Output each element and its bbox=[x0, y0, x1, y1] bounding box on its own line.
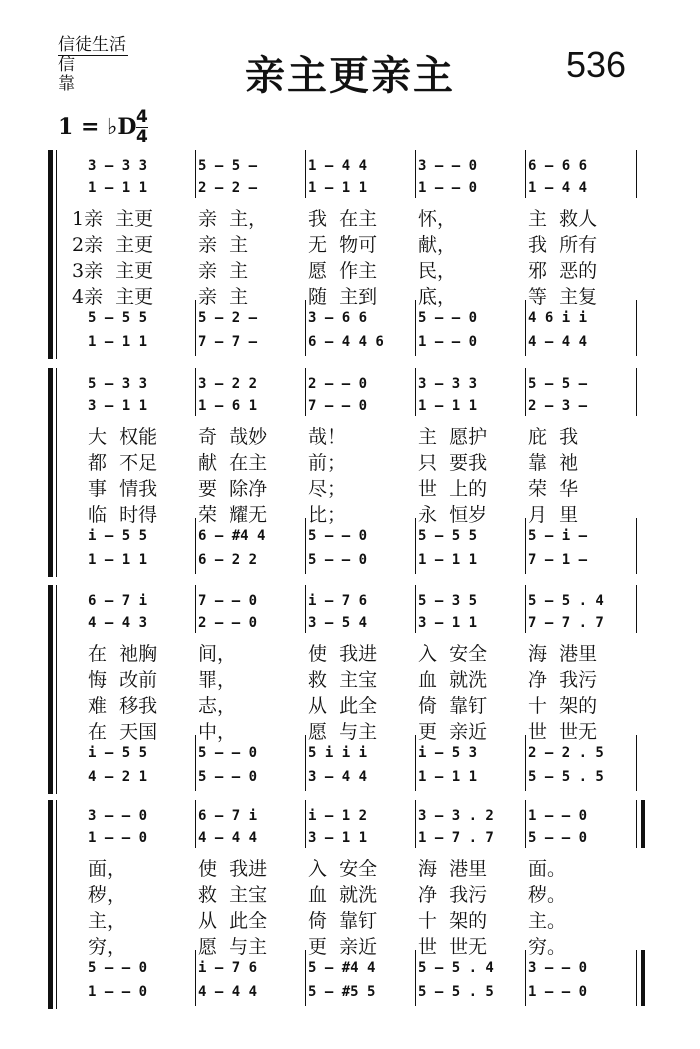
measure-notes: 4 – 2 1 bbox=[88, 769, 148, 785]
lyric-segment: 面。 bbox=[528, 858, 567, 880]
lyric-segment: 主， bbox=[88, 910, 127, 932]
lyric-segment: 十 架的 bbox=[418, 910, 488, 932]
measure-notes: 3 – 3 3 bbox=[418, 376, 478, 392]
lyric-verse-4 bbox=[0, 717, 700, 743]
lyric-segment: 世 世无 bbox=[528, 721, 598, 743]
lyric-segment: 民， bbox=[418, 260, 457, 282]
lyric-verse-3 bbox=[0, 691, 700, 717]
lyric-segment: 1亲 主更 bbox=[72, 208, 154, 230]
measure-notes: 3 – 2 2 bbox=[198, 376, 258, 392]
measure-notes: 3 – – 0 bbox=[528, 960, 588, 976]
measure-notes: 1 – – 0 bbox=[528, 984, 588, 1000]
hymn-title: 亲主更亲主 bbox=[245, 52, 455, 99]
measure-notes: 5 – 5 5 bbox=[418, 528, 478, 544]
measure-notes: 5 – – 0 bbox=[88, 960, 148, 976]
lyric-segment: 使 我进 bbox=[198, 858, 268, 880]
lyric-segment: 在 天国 bbox=[88, 721, 158, 743]
lyric-segment: 使 我进 bbox=[308, 643, 378, 665]
lyric-segment: 血 就洗 bbox=[308, 884, 378, 906]
lyric-segment: 邪 恶的 bbox=[528, 260, 598, 282]
lyric-segment: 庇 我 bbox=[528, 426, 579, 448]
measure-notes: i – 5 5 bbox=[88, 528, 148, 544]
measure-notes: 3 – – 0 bbox=[418, 158, 478, 174]
tenor-notes bbox=[0, 960, 700, 980]
tenor-notes bbox=[0, 745, 700, 765]
alto-notes bbox=[0, 180, 700, 200]
measure-notes: 3 – 4 4 bbox=[308, 769, 368, 785]
soprano-notes bbox=[0, 158, 700, 178]
lyric-verse-3 bbox=[0, 906, 700, 932]
lyric-segment: 穷， bbox=[88, 936, 127, 958]
lyric-segment: 亲 主， bbox=[198, 208, 268, 230]
time-sig-bottom: 4 bbox=[136, 127, 148, 147]
score-system-4 bbox=[0, 800, 700, 1015]
lyric-segment: 亲 主 bbox=[198, 286, 249, 308]
measure-notes: i – 5 5 bbox=[88, 745, 148, 761]
lyric-segment: 亲 主 bbox=[198, 234, 249, 256]
lyric-segment: 3亲 主更 bbox=[72, 260, 154, 282]
measure-notes: 1 – – 0 bbox=[88, 830, 148, 846]
lyric-segment: 主 救人 bbox=[528, 208, 598, 230]
measure-notes: 1 – 4 4 bbox=[308, 158, 368, 174]
measure-notes: 1 – 1 1 bbox=[88, 180, 148, 196]
lyric-verse-1 bbox=[0, 204, 700, 230]
measure-notes: 5 – #5 5 bbox=[308, 984, 376, 1000]
measure-notes: 5 – 5 5 bbox=[88, 310, 148, 326]
measure-notes: 3 – 1 1 bbox=[88, 398, 148, 414]
measure-notes: 5 – #4 4 bbox=[308, 960, 376, 976]
measure-notes: 1 – 1 1 bbox=[88, 552, 148, 568]
measure-notes: 4 – 4 4 bbox=[198, 984, 258, 1000]
lyric-segment: 荣 耀无 bbox=[198, 504, 268, 526]
lyric-segment: 只 要我 bbox=[418, 452, 488, 474]
lyric-segment: 献 在主 bbox=[198, 452, 268, 474]
lyric-segment: 倚 靠钉 bbox=[418, 695, 488, 717]
lyric-segment: 随 主到 bbox=[308, 286, 378, 308]
lyric-verse-4 bbox=[0, 932, 700, 958]
measure-notes: 5 – – 0 bbox=[308, 552, 368, 568]
measure-notes: 1 – 7 . 7 bbox=[418, 830, 494, 846]
measure-notes: 7 – – 0 bbox=[308, 398, 368, 414]
lyric-segment: 大 权能 bbox=[88, 426, 158, 448]
measure-notes: i – 5 3 bbox=[418, 745, 478, 761]
measure-notes: 1 – – 0 bbox=[528, 808, 588, 824]
soprano-notes bbox=[0, 593, 700, 613]
lyric-verse-2 bbox=[0, 665, 700, 691]
lyric-segment: 悔 改前 bbox=[88, 669, 158, 691]
lyric-verse-4 bbox=[0, 500, 700, 526]
measure-notes: i – 1 2 bbox=[308, 808, 368, 824]
lyric-segment: 救 主宝 bbox=[198, 884, 268, 906]
lyric-segment: 永 恒岁 bbox=[418, 504, 488, 526]
lyric-segment: 哉！ bbox=[308, 426, 347, 448]
measure-notes: 2 – 2 – bbox=[198, 180, 258, 196]
measure-notes: 5 – 3 5 bbox=[418, 593, 478, 609]
lyric-segment: 入 安全 bbox=[418, 643, 488, 665]
measure-notes: 3 – 1 1 bbox=[418, 615, 478, 631]
measure-notes: 1 – – 0 bbox=[88, 984, 148, 1000]
lyric-segment: 更 亲近 bbox=[418, 721, 488, 743]
soprano-notes bbox=[0, 808, 700, 828]
lyric-segment: 难 移我 bbox=[88, 695, 158, 717]
lyric-segment: 要 除净 bbox=[198, 478, 268, 500]
measure-notes: 5 – 3 3 bbox=[88, 376, 148, 392]
bass-notes bbox=[0, 334, 700, 354]
measure-notes: 3 – 3 . 2 bbox=[418, 808, 494, 824]
measure-notes: 4 – 4 3 bbox=[88, 615, 148, 631]
measure-notes: 1 – – 0 bbox=[418, 180, 478, 196]
measure-notes: 1 – 1 1 bbox=[418, 398, 478, 414]
lyric-segment: 愿 与主 bbox=[308, 721, 378, 743]
lyric-segment: 等 主复 bbox=[528, 286, 598, 308]
lyric-segment: 世 世无 bbox=[418, 936, 488, 958]
measure-notes: 5 – 5 . 4 bbox=[528, 593, 604, 609]
bass-notes bbox=[0, 984, 700, 1004]
lyric-segment: 4亲 主更 bbox=[72, 286, 154, 308]
measure-notes: 7 – 1 – bbox=[528, 552, 588, 568]
measure-notes: 2 – – 0 bbox=[198, 615, 258, 631]
lyric-segment: 事 情我 bbox=[88, 478, 158, 500]
measure-notes: 4 – 4 4 bbox=[528, 334, 588, 350]
lyric-segment: 从 此全 bbox=[308, 695, 378, 717]
lyric-segment: 海 港里 bbox=[528, 643, 598, 665]
lyric-segment: 主 愿护 bbox=[418, 426, 488, 448]
lyric-segment: 都 不足 bbox=[88, 452, 158, 474]
lyric-segment: 十 架的 bbox=[528, 695, 598, 717]
lyric-segment: 无 物可 bbox=[308, 234, 378, 256]
lyric-segment: 2亲 主更 bbox=[72, 234, 154, 256]
lyric-segment: 底， bbox=[418, 286, 457, 308]
lyric-verse-3 bbox=[0, 474, 700, 500]
measure-notes: i – 7 6 bbox=[198, 960, 258, 976]
measure-notes: 3 – 3 3 bbox=[88, 158, 148, 174]
lyric-segment: 净 我污 bbox=[528, 669, 598, 691]
measure-notes: 5 – – 0 bbox=[418, 310, 478, 326]
measure-notes: 5 – – 0 bbox=[528, 830, 588, 846]
measure-notes: 1 – 4 4 bbox=[528, 180, 588, 196]
lyric-segment: 我 在主 bbox=[308, 208, 378, 230]
measure-notes: 6 – 6 6 bbox=[528, 158, 588, 174]
hymn-number: 536 bbox=[566, 44, 627, 85]
lyric-segment: 倚 靠钉 bbox=[308, 910, 378, 932]
lyric-segment: 救 主宝 bbox=[308, 669, 378, 691]
measure-notes: 7 – – 0 bbox=[198, 593, 258, 609]
measure-notes: 4 – 4 4 bbox=[198, 830, 258, 846]
alto-notes bbox=[0, 615, 700, 635]
tenor-notes bbox=[0, 310, 700, 330]
score-system-2 bbox=[0, 368, 700, 583]
lyric-segment: 净 我污 bbox=[418, 884, 488, 906]
category-sub: 信 靠 bbox=[58, 55, 93, 94]
key-signature: 1 = ♭D bbox=[58, 114, 137, 140]
measure-notes: 2 – 2 . 5 bbox=[528, 745, 604, 761]
lyric-segment: 志， bbox=[198, 695, 237, 717]
measure-notes: 5 – 5 – bbox=[198, 158, 258, 174]
measure-notes: 5 – – 0 bbox=[198, 769, 258, 785]
soprano-notes bbox=[0, 376, 700, 396]
lyric-segment: 世 上的 bbox=[418, 478, 488, 500]
lyric-verse-4 bbox=[0, 282, 700, 308]
measure-notes: i – 7 6 bbox=[308, 593, 368, 609]
lyric-verse-2 bbox=[0, 230, 700, 256]
lyric-verse-3 bbox=[0, 256, 700, 282]
lyric-segment: 比； bbox=[308, 504, 347, 526]
bass-notes bbox=[0, 552, 700, 572]
lyric-segment: 秽。 bbox=[528, 884, 567, 906]
lyric-verse-2 bbox=[0, 880, 700, 906]
lyric-segment: 荣 华 bbox=[528, 478, 579, 500]
measure-notes: 7 – 7 – bbox=[198, 334, 258, 350]
lyric-segment: 愿 与主 bbox=[198, 936, 268, 958]
lyric-segment: 穷。 bbox=[528, 936, 567, 958]
lyric-verse-2 bbox=[0, 448, 700, 474]
lyric-segment: 献， bbox=[418, 234, 457, 256]
lyric-verse-1 bbox=[0, 639, 700, 665]
lyric-segment: 前； bbox=[308, 452, 347, 474]
lyric-segment: 秽， bbox=[88, 884, 127, 906]
time-signature bbox=[136, 108, 148, 147]
measure-notes: 6 – 7 i bbox=[88, 593, 148, 609]
lyric-segment: 血 就洗 bbox=[418, 669, 488, 691]
tenor-notes bbox=[0, 528, 700, 548]
lyric-segment: 罪， bbox=[198, 669, 237, 691]
measure-notes: 3 – 6 6 bbox=[308, 310, 368, 326]
lyric-segment: 奇 哉妙 bbox=[198, 426, 268, 448]
measure-notes: 5 – i – bbox=[528, 528, 588, 544]
lyric-segment: 入 安全 bbox=[308, 858, 378, 880]
measure-notes: 5 – – 0 bbox=[198, 745, 258, 761]
alto-notes bbox=[0, 830, 700, 850]
measure-notes: 6 – 4 4 6 bbox=[308, 334, 384, 350]
lyric-segment: 主。 bbox=[528, 910, 567, 932]
lyric-segment: 月 里 bbox=[528, 504, 579, 526]
measure-notes: 3 – 1 1 bbox=[308, 830, 368, 846]
measure-notes: 5 – 2 – bbox=[198, 310, 258, 326]
measure-notes: 4 6 i i bbox=[528, 310, 588, 326]
measure-notes: 3 – – 0 bbox=[88, 808, 148, 824]
lyric-segment: 中， bbox=[198, 721, 237, 743]
bass-notes bbox=[0, 769, 700, 789]
measure-notes: 5 – 5 – bbox=[528, 376, 588, 392]
measure-notes: 2 – – 0 bbox=[308, 376, 368, 392]
measure-notes: 5 – 5 . 5 bbox=[418, 984, 494, 1000]
measure-notes: 5 – 5 . 5 bbox=[528, 769, 604, 785]
lyric-segment: 怀， bbox=[418, 208, 457, 230]
measure-notes: 1 – 1 1 bbox=[88, 334, 148, 350]
lyric-segment: 愿 作主 bbox=[308, 260, 378, 282]
lyric-verse-1 bbox=[0, 854, 700, 880]
alto-notes bbox=[0, 398, 700, 418]
lyric-segment: 海 港里 bbox=[418, 858, 488, 880]
lyric-segment: 面， bbox=[88, 858, 127, 880]
lyric-segment: 从 此全 bbox=[198, 910, 268, 932]
category-main: 信徒生活 bbox=[58, 35, 126, 55]
lyric-segment: 尽； bbox=[308, 478, 347, 500]
measure-notes: 1 – 1 1 bbox=[418, 552, 478, 568]
measure-notes: 5 – 5 . 4 bbox=[418, 960, 494, 976]
lyric-segment: 我 所有 bbox=[528, 234, 598, 256]
measure-notes: 5 i i i bbox=[308, 745, 368, 761]
lyric-segment: 在 祂胸 bbox=[88, 643, 158, 665]
lyric-segment: 临 时得 bbox=[88, 504, 158, 526]
time-sig-top: 4 bbox=[136, 107, 148, 127]
score-system-1 bbox=[0, 150, 700, 365]
measure-notes: 5 – – 0 bbox=[308, 528, 368, 544]
measure-notes: 3 – 5 4 bbox=[308, 615, 368, 631]
measure-notes: 6 – #4 4 bbox=[198, 528, 266, 544]
lyric-segment: 间， bbox=[198, 643, 237, 665]
lyric-verse-1 bbox=[0, 422, 700, 448]
measure-notes: 7 – 7 . 7 bbox=[528, 615, 604, 631]
measure-notes: 2 – 3 – bbox=[528, 398, 588, 414]
measure-notes: 6 – 7 i bbox=[198, 808, 258, 824]
lyric-segment: 亲 主 bbox=[198, 260, 249, 282]
measure-notes: 1 – 1 1 bbox=[308, 180, 368, 196]
measure-notes: 1 – – 0 bbox=[418, 334, 478, 350]
measure-notes: 1 – 6 1 bbox=[198, 398, 258, 414]
measure-notes: 1 – 1 1 bbox=[418, 769, 478, 785]
lyric-segment: 靠 祂 bbox=[528, 452, 579, 474]
lyric-segment: 更 亲近 bbox=[308, 936, 378, 958]
score-system-3 bbox=[0, 585, 700, 800]
measure-notes: 6 – 2 2 bbox=[198, 552, 258, 568]
